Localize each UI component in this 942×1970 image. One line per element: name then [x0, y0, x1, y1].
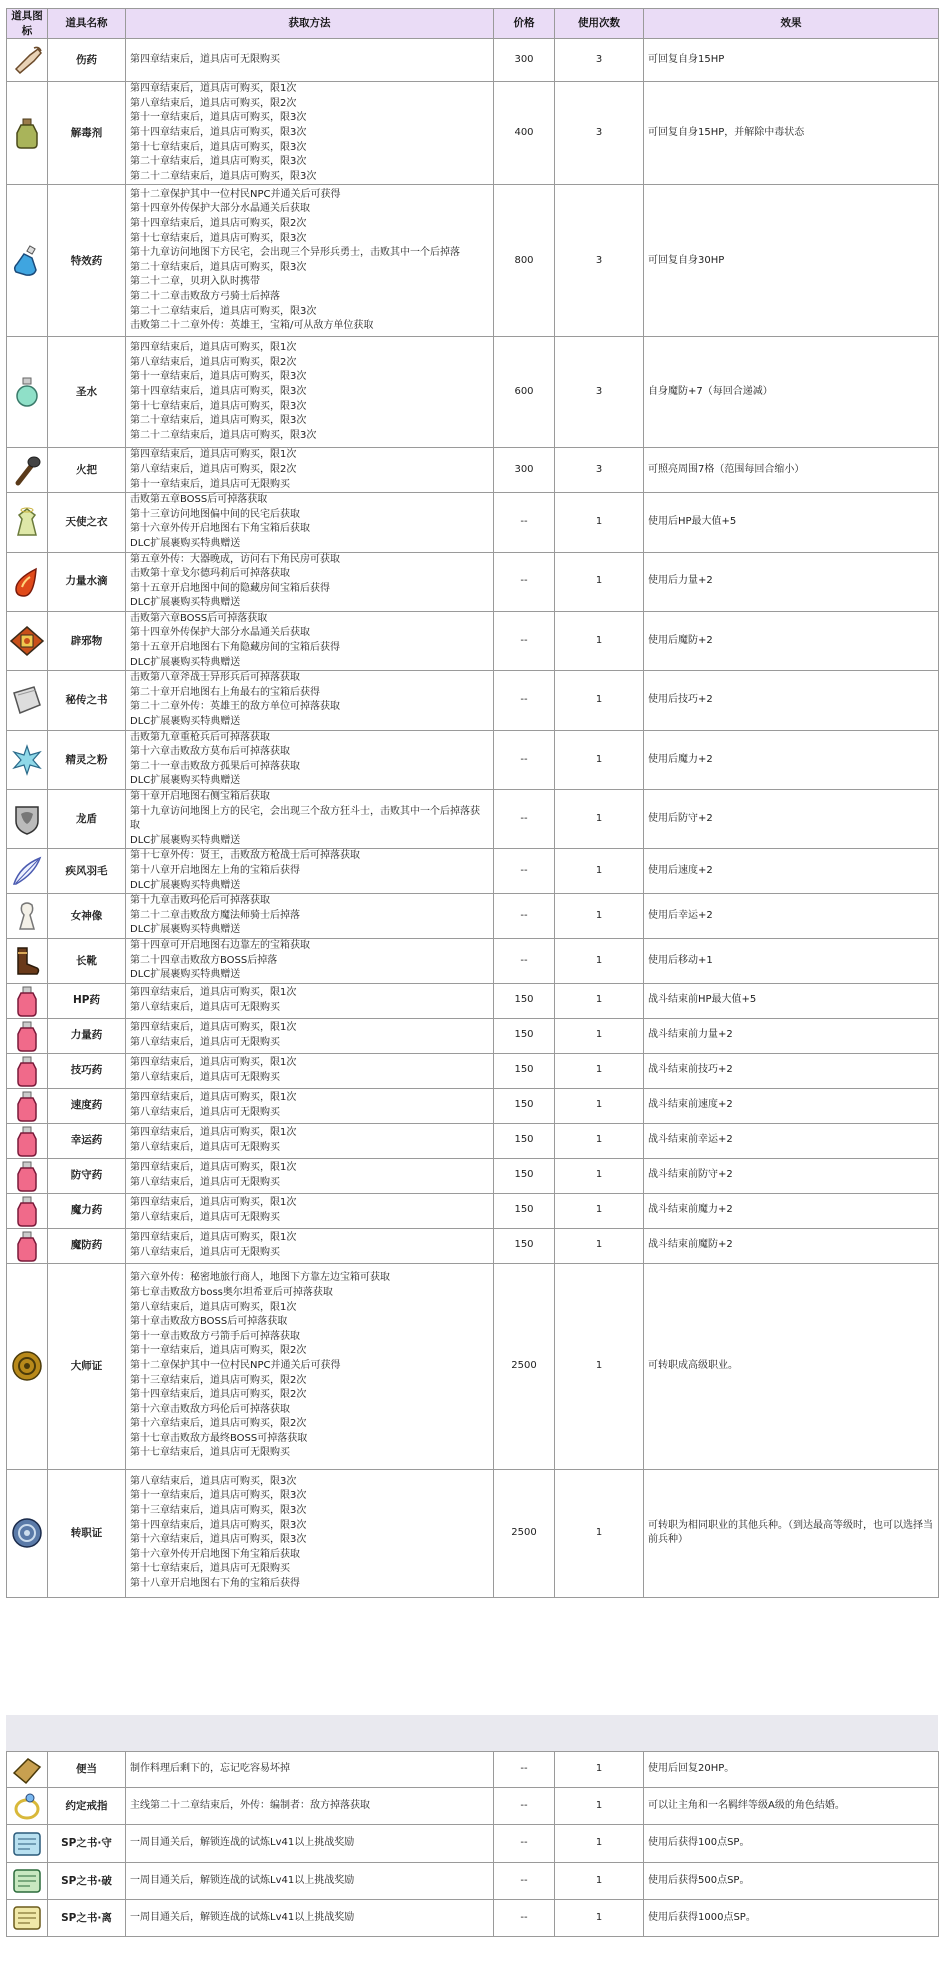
item-price: 150: [494, 1053, 555, 1088]
item-name: 秘传之书: [48, 671, 126, 730]
item-effect: 可回复自身30HP: [644, 185, 939, 337]
item-effect: 使用后防守+2: [644, 790, 939, 849]
master-seal-icon: [8, 1349, 46, 1383]
item-price: 300: [494, 39, 555, 82]
item-icon-cell: [7, 1863, 48, 1900]
item-name: 女神像: [48, 894, 126, 939]
table-row: [7, 983, 939, 1018]
item-icon-cell: [7, 337, 48, 448]
item-uses: 1: [555, 671, 644, 730]
pink-potion-icon: [8, 1019, 46, 1053]
item-price: --: [494, 671, 555, 730]
item-name: 天使之衣: [48, 493, 126, 552]
item-name: 便当: [48, 1752, 126, 1788]
item-uses: 1: [555, 1228, 644, 1263]
item-name: 大师证: [48, 1263, 126, 1469]
item-method: 第四章结束后，道具店可购买，限1次 第八章结束后，道具店可无限购买: [126, 1193, 494, 1228]
spirit-dust-icon: [8, 743, 46, 777]
item-price: --: [494, 1752, 555, 1788]
header-name: 道具名称: [48, 9, 126, 39]
table-row: [7, 671, 939, 730]
pink-potion-icon: [8, 1124, 46, 1158]
item-uses: 3: [555, 82, 644, 185]
item-uses: 1: [555, 1900, 644, 1937]
pink-potion-icon: [8, 1054, 46, 1088]
item-uses: 1: [555, 730, 644, 789]
item-uses: 1: [555, 611, 644, 670]
item-effect: 战斗结束前幸运+2: [644, 1123, 939, 1158]
second-seal-icon: [8, 1516, 46, 1550]
item-uses: 1: [555, 1788, 644, 1825]
item-uses: 1: [555, 1018, 644, 1053]
pink-potion-icon: [8, 984, 46, 1018]
table-row: [7, 337, 939, 448]
item-method: 制作料理后剩下的，忘记吃容易坏掉: [126, 1752, 494, 1788]
item-price: --: [494, 894, 555, 939]
item-icon-cell: [7, 185, 48, 337]
item-method: 一周目通关后，解锁连战的试炼Lv41以上挑战奖励: [126, 1863, 494, 1900]
item-name: 龙盾: [48, 790, 126, 849]
item-name: HP药: [48, 983, 126, 1018]
item-uses: 1: [555, 1263, 644, 1469]
item-name: 疾风羽毛: [48, 849, 126, 894]
dragon-shield-icon: [8, 802, 46, 836]
table-header-row: [7, 9, 939, 39]
item-name: 辟邪物: [48, 611, 126, 670]
item-price: --: [494, 1900, 555, 1937]
item-uses: 1: [555, 1123, 644, 1158]
table-row: [7, 1123, 939, 1158]
item-price: --: [494, 938, 555, 983]
item-uses: 1: [555, 1752, 644, 1788]
item-method: 第五章外传：大器晚成，访问右下角民房可获取 击败第十章戈尔德玛莉后可掉落获取 第十五章开启地图中间的隐藏房间宝箱后获得 DLC扩展裹购买特典赠送: [126, 552, 494, 611]
item-uses: 3: [555, 185, 644, 337]
item-price: --: [494, 849, 555, 894]
item-method: 第八章结束后，道具店可购买，限3次 第十一章结束后，道具店可购买，限3次 第十三章结束后，道具店可购买，限3次 第十四章结束后，道具店可购买，限3次 第十六章结束后，道具店可购买，限3次 第十六章外传开启地图下角宝箱后获取 第十七章结束后，道具店可无限购买 第十八章开启地图右下角的宝箱后获得: [126, 1469, 494, 1597]
item-price: 400: [494, 82, 555, 185]
table-row: [7, 82, 939, 185]
item-method: 第四章结束后，道具店可购买，限1次 第八章结束后，道具店可无限购买: [126, 1018, 494, 1053]
item-uses: 1: [555, 1825, 644, 1863]
item-effect: 使用后移动+1: [644, 938, 939, 983]
item-price: --: [494, 1825, 555, 1863]
item-name: 伤药: [48, 39, 126, 82]
item-icon-cell: [7, 938, 48, 983]
boots-icon: [8, 944, 46, 978]
table-row: [7, 611, 939, 670]
item-price: --: [494, 1863, 555, 1900]
item-price: 150: [494, 1018, 555, 1053]
item-name: 魔防药: [48, 1228, 126, 1263]
table-row: [7, 552, 939, 611]
item-method: 第十七章外传：贤王，击败敌方枪战士后可掉落获取 第十八章开启地图左上角的宝箱后获得 DLC扩展裹购买特典赠送: [126, 849, 494, 894]
table-row: [7, 1469, 939, 1597]
item-name: 约定戒指: [48, 1788, 126, 1825]
scroll-guard-icon: [8, 1827, 46, 1861]
table-row: [7, 1752, 939, 1788]
item-method: 第四章结束后，道具店可购买，限1次 第八章结束后，道具店可购买，限2次 第十一章结束后，道具店可购买，限3次 第十四章结束后，道具店可购买，限3次 第十七章结束后，道具店可购买，限3次 第二十章结束后，道具店可购买，限3次 第二十二章结束后，道具店可购买，限3次: [126, 337, 494, 448]
table-row: [7, 1018, 939, 1053]
item-uses: 1: [555, 790, 644, 849]
pink-potion-icon: [8, 1194, 46, 1228]
item-method: 第四章结束后，道具店可购买，限1次 第八章结束后，道具店可无限购买: [126, 1158, 494, 1193]
item-price: 800: [494, 185, 555, 337]
item-price: --: [494, 1788, 555, 1825]
item-icon-cell: [7, 894, 48, 939]
item-method: 一周目通关后，解锁连战的试炼Lv41以上挑战奖励: [126, 1825, 494, 1863]
item-uses: 3: [555, 39, 644, 82]
item-method: 第四章结束后，道具店可购买，限1次 第八章结束后，道具店可无限购买: [126, 1088, 494, 1123]
item-effect: 可照亮周围7格（范围每回合缩小）: [644, 448, 939, 493]
item-price: 150: [494, 1088, 555, 1123]
item-icon-cell: [7, 1752, 48, 1788]
item-name: SP之书·守: [48, 1825, 126, 1863]
item-uses: 1: [555, 1863, 644, 1900]
item-icon-cell: [7, 1193, 48, 1228]
item-effect: 使用后获得1000点SP。: [644, 1900, 939, 1937]
pink-potion-icon: [8, 1089, 46, 1123]
item-effect: 战斗结束前HP最大值+5: [644, 983, 939, 1018]
item-uses: 1: [555, 849, 644, 894]
item-method: 第十章开启地图右侧宝箱后获取 第十九章访问地图上方的民宅，会出现三个敌方狂斗士，击败其中一个后掉落获取 DLC扩展裹购买特典赠送: [126, 790, 494, 849]
item-method: 第四章结束后，道具店可购买，限1次 第八章结束后，道具店可购买，限2次 第十一章结束后，道具店可购买，限3次 第十四章结束后，道具店可购买，限3次 第十七章结束后，道具店可购买，限3次 第二十章结束后，道具店可购买，限3次 第二十二章结束后，道具店可购买，限3次: [126, 82, 494, 185]
item-name: 魔力药: [48, 1193, 126, 1228]
item-icon-cell: [7, 552, 48, 611]
table-row: [7, 730, 939, 789]
item-icon-cell: [7, 790, 48, 849]
item-uses: 1: [555, 493, 644, 552]
item-name: 力量水滴: [48, 552, 126, 611]
item-effect: 可以让主角和一名羁绊等级A级的角色结婚。: [644, 1788, 939, 1825]
dracoshield-icon: [8, 624, 46, 658]
header-icon: 道具图标: [7, 9, 48, 39]
table-row: [7, 790, 939, 849]
table-row: [7, 1088, 939, 1123]
item-name: SP之书·破: [48, 1863, 126, 1900]
item-effect: 使用后魔防+2: [644, 611, 939, 670]
item-effect: 使用后幸运+2: [644, 894, 939, 939]
item-icon-cell: [7, 1018, 48, 1053]
pink-potion-icon: [8, 1159, 46, 1193]
item-effect: 战斗结束前防守+2: [644, 1158, 939, 1193]
item-effect: 可回复自身15HP: [644, 39, 939, 82]
item-icon-cell: [7, 1825, 48, 1863]
secret-book-icon: [8, 683, 46, 717]
item-effect: 使用后技巧+2: [644, 671, 939, 730]
item-uses: 1: [555, 1053, 644, 1088]
angel-robe-icon: [8, 505, 46, 539]
item-name: 速度药: [48, 1088, 126, 1123]
item-effect: 战斗结束前魔防+2: [644, 1228, 939, 1263]
goddess-icon: [8, 899, 46, 933]
item-effect: 使用后HP最大值+5: [644, 493, 939, 552]
pink-potion-icon: [8, 1229, 46, 1263]
item-price: 150: [494, 1123, 555, 1158]
item-uses: 3: [555, 337, 644, 448]
item-uses: 1: [555, 1469, 644, 1597]
table-row: [7, 849, 939, 894]
table-row: [7, 1788, 939, 1825]
item-method: 第四章结束后，道具店可购买，限1次 第八章结束后，道具店可无限购买: [126, 983, 494, 1018]
speedwing-icon: [8, 854, 46, 888]
item-price: --: [494, 552, 555, 611]
item-uses: 3: [555, 448, 644, 493]
item-name: 防守药: [48, 1158, 126, 1193]
item-uses: 1: [555, 1088, 644, 1123]
item-price: --: [494, 790, 555, 849]
item-price: 150: [494, 983, 555, 1018]
holy-water-icon: [8, 375, 46, 409]
torch-icon: [8, 453, 46, 487]
item-effect: 使用后获得100点SP。: [644, 1825, 939, 1863]
item-price: 2500: [494, 1263, 555, 1469]
item-table-extra: [6, 1751, 939, 1937]
bandage-icon: [8, 43, 46, 77]
scroll-leave-icon: [8, 1901, 46, 1935]
item-method: 击败第六章BOSS后可掉落获取 第十四章外传保护大部分水晶通关后获取 第十五章开启地图右下角隐藏房间的宝箱后获得 DLC扩展裹购买特典赠送: [126, 611, 494, 670]
item-price: 150: [494, 1193, 555, 1228]
header-uses: 使用次数: [555, 9, 644, 39]
table-row: [7, 448, 939, 493]
item-name: 圣水: [48, 337, 126, 448]
item-effect: 可转职为相同职业的其他兵种。（到达最高等级时，也可以选择当前兵种）: [644, 1469, 939, 1597]
item-name: 长靴: [48, 938, 126, 983]
item-price: 150: [494, 1228, 555, 1263]
item-name: 力量药: [48, 1018, 126, 1053]
header-method: 获取方法: [126, 9, 494, 39]
bento-icon: [8, 1753, 46, 1787]
item-price: --: [494, 611, 555, 670]
header-price: 价格: [494, 9, 555, 39]
item-method: 第四章结束后，道具店可购买，限1次 第八章结束后，道具店可无限购买: [126, 1228, 494, 1263]
energy-drop-icon: [8, 565, 46, 599]
item-icon-cell: [7, 849, 48, 894]
item-icon-cell: [7, 983, 48, 1018]
item-method: 一周目通关后，解锁连战的试炼Lv41以上挑战奖励: [126, 1900, 494, 1937]
item-uses: 1: [555, 894, 644, 939]
item-uses: 1: [555, 1193, 644, 1228]
item-uses: 1: [555, 938, 644, 983]
item-effect: 战斗结束前力量+2: [644, 1018, 939, 1053]
item-uses: 1: [555, 983, 644, 1018]
item-name: 幸运药: [48, 1123, 126, 1158]
item-effect: 使用后回复20HP。: [644, 1752, 939, 1788]
table-row: [7, 1193, 939, 1228]
item-effect: 可转职成高级职业。: [644, 1263, 939, 1469]
item-price: --: [494, 730, 555, 789]
item-effect: 战斗结束前技巧+2: [644, 1053, 939, 1088]
item-method: 第十二章保护其中一位村民NPC并通关后可获得 第十四章外传保护大部分水晶通关后获取 第十四章结束后，道具店可购买，限2次 第十七章结束后，道具店可购买，限3次 第十九章访问地图下方民宅，会出现三个异形兵勇士，击败其中一个后掉落 第二十章结束后，道具店可购买，限3次 第二十二章，贝玥入队时携带 第二十二章击败敌方弓骑士后掉落 第二十二章结束后，道具店可购买，限3次 击败第二十二章外传：英雄王，宝箱/可从敌方单位获取: [126, 185, 494, 337]
table-row: [7, 1825, 939, 1863]
item-icon-cell: [7, 1788, 48, 1825]
table-row: [7, 39, 939, 82]
item-uses: 1: [555, 552, 644, 611]
table-row: [7, 938, 939, 983]
item-price: 300: [494, 448, 555, 493]
item-icon-cell: [7, 1158, 48, 1193]
item-icon-cell: [7, 1088, 48, 1123]
item-name: 技巧药: [48, 1053, 126, 1088]
table-row: [7, 1158, 939, 1193]
item-effect: 战斗结束前速度+2: [644, 1088, 939, 1123]
item-icon-cell: [7, 39, 48, 82]
item-price: 2500: [494, 1469, 555, 1597]
item-icon-cell: [7, 493, 48, 552]
item-icon-cell: [7, 671, 48, 730]
antidote-bottle-icon: [8, 116, 46, 150]
header-effect: 效果: [644, 9, 939, 39]
item-method: 击败第九章重枪兵后可掉落获取 第十六章击败敌方莫布后可掉落获取 第二十一章击败敌方孤果后可掉落获取 DLC扩展裹购买特典赠送: [126, 730, 494, 789]
item-icon-cell: [7, 1263, 48, 1469]
scroll-break-icon: [8, 1864, 46, 1898]
item-icon-cell: [7, 1228, 48, 1263]
item-icon-cell: [7, 611, 48, 670]
item-method: 击败第八章斧战士异形兵后可掉落获取 第二十章开启地图右上角最右的宝箱后获得 第二十二章外传：英雄王的敌方单位可掉落获取 DLC扩展裹购买特典赠送: [126, 671, 494, 730]
item-method: 第十九章击败玛伦后可掉落获取 第二十二章击败敌方魔法师骑士后掉落 DLC扩展裹购买特典赠送: [126, 894, 494, 939]
item-icon-cell: [7, 1123, 48, 1158]
item-effect: 自身魔防+7（每回合递减）: [644, 337, 939, 448]
item-icon-cell: [7, 730, 48, 789]
item-icon-cell: [7, 82, 48, 185]
bond-ring-icon: [8, 1789, 46, 1823]
item-icon-cell: [7, 1900, 48, 1937]
table-row: [7, 894, 939, 939]
item-method: 第四章结束后，道具店可购买，限1次 第八章结束后，道具店可无限购买: [126, 1053, 494, 1088]
table-row: [7, 493, 939, 552]
item-method: 第六章外传：秘密地旅行商人，地图下方靠左边宝箱可获取 第七章击败敌方boss奥尔坦希亚后可掉落获取 第八章结束后，道具店可购买，限1次 第十章击败敌方BOSS后可掉落获取 第十一章击败敌方弓箭手后可掉落获取 第十一章结束后，道具店可购买，限2次 第十二章保护其中一位村民NPC并通关后可获得 第十三章结束后，道具店可购买，限2次 第十四章结束后，道具店可购买，限2次 第十六章击败敌方玛伦后可掉落获取 第十六章结束后，道具店可购买，限2次 第十七章击败敌方最终BOSS可掉落获取 第十七章结束后，道具店可无限购买: [126, 1263, 494, 1469]
table-row: [7, 1053, 939, 1088]
item-name: 转职证: [48, 1469, 126, 1597]
item-effect: 使用后魔力+2: [644, 730, 939, 789]
table-row: [7, 185, 939, 337]
item-method: 第四章结束后，道具店可无限购买: [126, 39, 494, 82]
item-icon-cell: [7, 448, 48, 493]
item-icon-cell: [7, 1053, 48, 1088]
item-uses: 1: [555, 1158, 644, 1193]
item-table-main: [6, 8, 939, 1598]
table-separator: [6, 1715, 938, 1751]
item-icon-cell: [7, 1469, 48, 1597]
item-method: 主线第二十二章结束后，外传：编制者：敌方掉落获取: [126, 1788, 494, 1825]
item-method: 第四章结束后，道具店可购买，限1次 第八章结束后，道具店可购买，限2次 第十一章结束后，道具店可无限购买: [126, 448, 494, 493]
table-row: [7, 1863, 939, 1900]
item-price: 150: [494, 1158, 555, 1193]
item-name: 解毒剂: [48, 82, 126, 185]
table-row: [7, 1900, 939, 1937]
item-effect: 使用后速度+2: [644, 849, 939, 894]
item-name: 精灵之粉: [48, 730, 126, 789]
item-method: 第四章结束后，道具店可购买，限1次 第八章结束后，道具店可无限购买: [126, 1123, 494, 1158]
item-method: 第十四章可开启地图右边靠左的宝箱获取 第二十四章击败敌方BOSS后掉落 DLC扩展裹购买特典赠送: [126, 938, 494, 983]
table-row: [7, 1228, 939, 1263]
item-effect: 可回复自身15HP，并解除中毒状态: [644, 82, 939, 185]
table-row: [7, 1263, 939, 1469]
item-name: 火把: [48, 448, 126, 493]
item-effect: 使用后力量+2: [644, 552, 939, 611]
item-effect: 使用后获得500点SP。: [644, 1863, 939, 1900]
item-effect: 战斗结束前魔力+2: [644, 1193, 939, 1228]
item-method: 击败第五章BOSS后可掉落获取 第十三章访问地图偏中间的民宅后获取 第十六章外传开启地图右下角宝箱后获取 DLC扩展裹购买特典赠送: [126, 493, 494, 552]
elixir-flask-icon: [8, 244, 46, 278]
item-name: 特效药: [48, 185, 126, 337]
item-price: --: [494, 493, 555, 552]
item-price: 600: [494, 337, 555, 448]
item-name: SP之书·离: [48, 1900, 126, 1937]
